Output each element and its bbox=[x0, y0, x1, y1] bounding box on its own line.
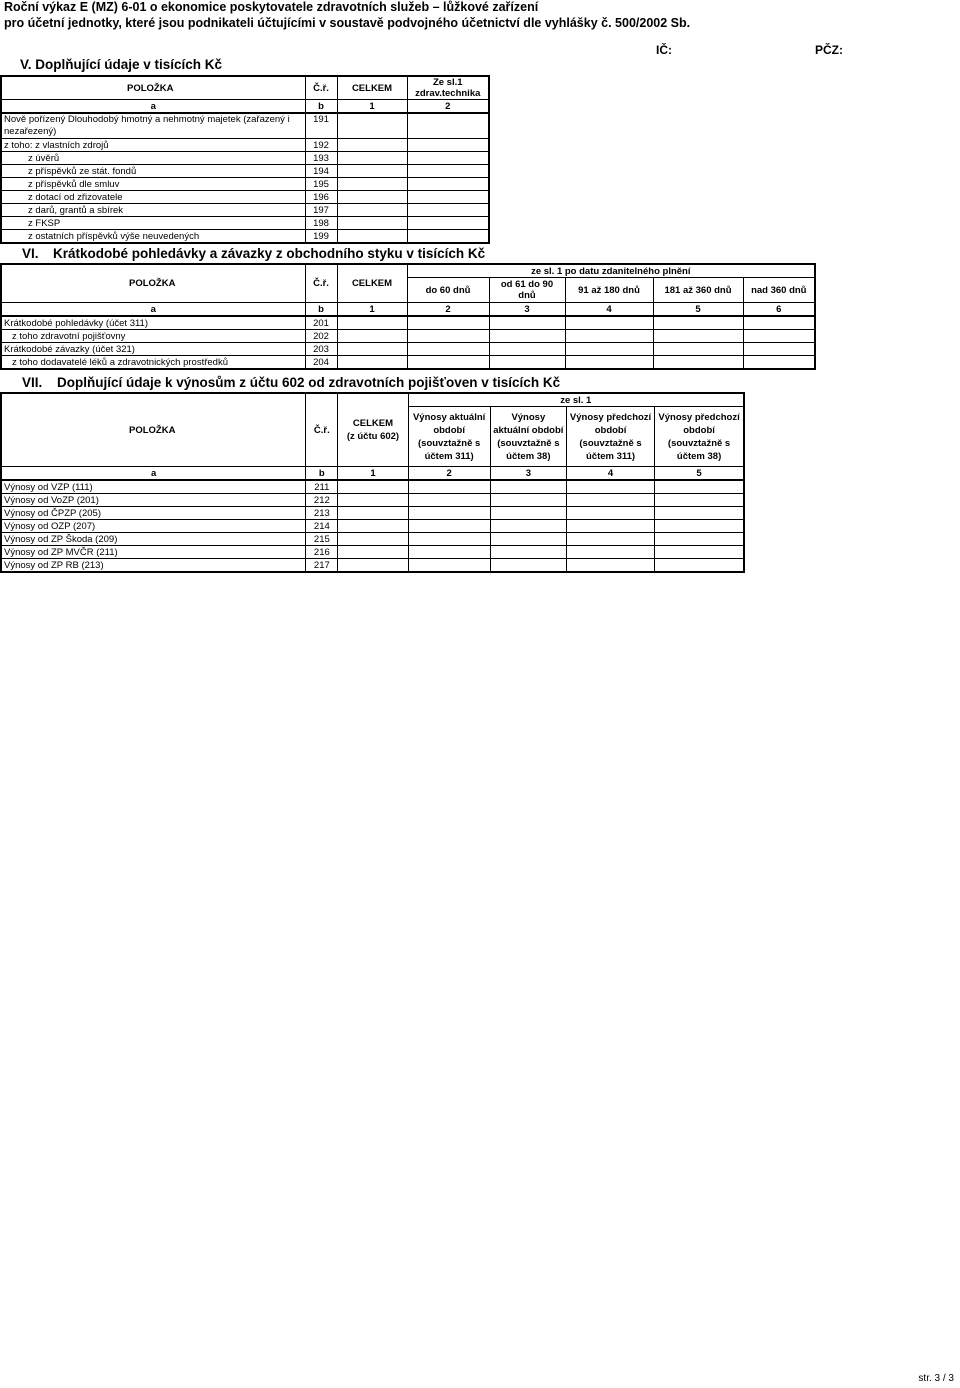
table-row-cr: 195 bbox=[305, 178, 337, 191]
table-cell-input[interactable] bbox=[338, 520, 408, 533]
table-cell-input[interactable] bbox=[655, 546, 744, 559]
table-cell-input[interactable] bbox=[566, 546, 654, 559]
table-cell-input[interactable] bbox=[743, 330, 815, 343]
table-cell-input[interactable] bbox=[566, 507, 654, 520]
col-header-vynosy-akt-38 bbox=[490, 407, 566, 467]
table-row-label: z ostatních příspěvků výše neuvedených bbox=[1, 230, 305, 244]
table-cell-input[interactable] bbox=[490, 520, 566, 533]
col-header-vynosy-akt-311 bbox=[408, 407, 490, 467]
table-cell-input[interactable] bbox=[337, 356, 407, 370]
col-header-extra-line1: Ze sl.1 bbox=[432, 77, 463, 88]
col-label: 3 bbox=[490, 467, 566, 481]
header-line: účtem 311) bbox=[424, 450, 474, 462]
table-row-cr: 196 bbox=[305, 191, 337, 204]
table-cell-input[interactable] bbox=[566, 533, 654, 546]
table-row-label: Výnosy od VoZP (201) bbox=[1, 494, 306, 507]
col-header-celkem-line2: (z účtu 602) bbox=[346, 431, 400, 442]
table-row-label: z toho dodavatelé léků a zdravotnických prostředků bbox=[1, 356, 305, 370]
col-header-polozka: POLOŽKA bbox=[1, 393, 306, 467]
col-label: 2 bbox=[407, 100, 489, 114]
table-cell-input[interactable] bbox=[407, 165, 489, 178]
table-cell-input[interactable] bbox=[489, 343, 565, 356]
col-label: 1 bbox=[337, 303, 407, 317]
table-cell-input[interactable] bbox=[653, 343, 743, 356]
header-line: Výnosy aktuální bbox=[412, 411, 486, 423]
table-row-cr: 204 bbox=[305, 356, 337, 370]
table-row-label: z úvěrů bbox=[1, 152, 305, 165]
header-line: období bbox=[683, 424, 715, 436]
table-cell-input[interactable] bbox=[743, 316, 815, 330]
col-header-cr: Č.ř. bbox=[306, 393, 338, 467]
table-cell-input[interactable] bbox=[566, 480, 654, 494]
header-line: (souvztažně s bbox=[579, 437, 642, 449]
header-line: účtem 38) bbox=[506, 450, 551, 462]
col-label: b bbox=[306, 467, 338, 481]
col-label: 4 bbox=[566, 467, 654, 481]
section7-title: Doplňující údaje k výnosům z účtu 602 od zdravotních pojišťoven v tisících Kč bbox=[57, 375, 561, 390]
table-cell-input[interactable] bbox=[408, 520, 490, 533]
table-row-label: z příspěvků ze stát. fondů bbox=[1, 165, 305, 178]
table-cell-input[interactable] bbox=[407, 343, 489, 356]
table-row-label: Výnosy od ZP MVČR (211) bbox=[1, 546, 306, 559]
table-cell-input[interactable] bbox=[338, 480, 408, 494]
header-line: (souvztažně s bbox=[667, 437, 731, 449]
table-cell-input[interactable] bbox=[407, 356, 489, 370]
table-cell-input[interactable] bbox=[490, 533, 566, 546]
table-cell-input[interactable] bbox=[337, 152, 407, 165]
table-cell-input[interactable] bbox=[337, 178, 407, 191]
table-cell-input[interactable] bbox=[565, 316, 653, 330]
table-cell-input[interactable] bbox=[337, 230, 407, 244]
table-row-label: z toho: z vlastních zdrojů bbox=[1, 139, 305, 152]
table-cell-input[interactable] bbox=[565, 330, 653, 343]
table-cell-input[interactable] bbox=[743, 343, 815, 356]
table-row-cr: 192 bbox=[305, 139, 337, 152]
table-row-cr: 217 bbox=[306, 559, 338, 573]
table-cell-input[interactable] bbox=[566, 494, 654, 507]
section6-number: VI. bbox=[22, 246, 39, 261]
col-header-91-180: 91 až 180 dnů bbox=[565, 278, 653, 303]
table-row-label: Výnosy od ZP RB (213) bbox=[1, 559, 306, 573]
header-line: účtem 38) bbox=[676, 450, 722, 462]
header-line: Výnosy bbox=[511, 411, 546, 423]
table-cell-input[interactable] bbox=[337, 343, 407, 356]
col-label: a bbox=[1, 467, 306, 481]
table-cell-input[interactable] bbox=[489, 330, 565, 343]
table-cell-input[interactable] bbox=[337, 204, 407, 217]
col-header-celkem-line1: CELKEM bbox=[352, 418, 394, 429]
table-cell-input[interactable] bbox=[337, 217, 407, 230]
table-row-cr: 211 bbox=[306, 480, 338, 494]
section7-number: VII. bbox=[22, 375, 43, 390]
col-header-celkem: CELKEM bbox=[337, 76, 407, 100]
col-header-cr: Č.ř. bbox=[305, 76, 337, 100]
col-header-181-360: 181 až 360 dnů bbox=[653, 278, 743, 303]
table-cell-input[interactable] bbox=[655, 507, 744, 520]
header-line: Výnosy předchozí bbox=[569, 411, 652, 423]
table-cell-input[interactable] bbox=[407, 230, 489, 244]
col-label: 6 bbox=[743, 303, 815, 317]
col-header-cr: Č.ř. bbox=[305, 264, 337, 303]
header-line: účtem 311) bbox=[585, 450, 636, 462]
table-cell-input[interactable] bbox=[337, 330, 407, 343]
table-row-cr: 215 bbox=[306, 533, 338, 546]
table-cell-input[interactable] bbox=[337, 113, 407, 139]
table-cell-input[interactable] bbox=[407, 217, 489, 230]
col-label: a bbox=[1, 100, 305, 114]
table-cell-input[interactable] bbox=[407, 191, 489, 204]
table-row-cr: 216 bbox=[306, 546, 338, 559]
col-label: b bbox=[305, 303, 337, 317]
pcz-label: PČZ: bbox=[815, 43, 843, 57]
table-row-label: Nově pořízený Dlouhodobý hmotný a nehmotný majetek (zařazený i nezařezený) bbox=[1, 113, 305, 139]
table-cell-input[interactable] bbox=[407, 178, 489, 191]
table-row-cr: 199 bbox=[305, 230, 337, 244]
table-cell-input[interactable] bbox=[489, 316, 565, 330]
col-header-celkem bbox=[338, 393, 408, 467]
section5-table bbox=[0, 75, 490, 244]
col-header-do-60: do 60 dnů bbox=[407, 278, 489, 303]
col-header-group: ze sl. 1 bbox=[408, 393, 744, 407]
table-cell-input[interactable] bbox=[655, 559, 744, 573]
table-cell-input[interactable] bbox=[490, 559, 566, 573]
table-row-label: Krátkodobé závazky (účet 321) bbox=[1, 343, 305, 356]
table-cell-input[interactable] bbox=[338, 546, 408, 559]
table-cell-input[interactable] bbox=[565, 356, 653, 370]
col-header-zdrav-technika bbox=[407, 76, 489, 100]
table-cell-input[interactable] bbox=[337, 191, 407, 204]
col-header-vynosy-pred-38 bbox=[655, 407, 744, 467]
table-cell-input[interactable] bbox=[408, 494, 490, 507]
col-label: 2 bbox=[407, 303, 489, 317]
table-cell-input[interactable] bbox=[490, 480, 566, 494]
col-header-extra-line2: zdrav.technika bbox=[415, 88, 481, 99]
col-header-celkem: CELKEM bbox=[337, 264, 407, 303]
table-row-label: Výnosy od OZP (207) bbox=[1, 520, 306, 533]
section6-title: Krátkodobé pohledávky a závazky z obchodního styku v tisících Kč bbox=[53, 246, 486, 261]
table-cell-input[interactable] bbox=[566, 559, 654, 573]
page-number: str. 3 / 3 bbox=[918, 1373, 954, 1384]
report-title-line2: pro účetní jednotky, které jsou podnikateli účtujícími v soustavě podvojného účetnictví dle vyhlášky č. 500/2002 Sb. bbox=[4, 16, 691, 30]
header-line: Výnosy předchozí bbox=[658, 411, 740, 423]
table-row-label: Výnosy od VZP (111) bbox=[1, 480, 306, 494]
table-row-cr: 193 bbox=[305, 152, 337, 165]
table-row-label: z dotací od zřizovatele bbox=[1, 191, 305, 204]
col-header-polozka: POLOŽKA bbox=[1, 76, 305, 100]
table-cell-input[interactable] bbox=[338, 494, 408, 507]
table-row-label: z FKSP bbox=[1, 217, 305, 230]
table-cell-input[interactable] bbox=[653, 330, 743, 343]
col-label: a bbox=[1, 303, 305, 317]
table-cell-input[interactable] bbox=[655, 533, 744, 546]
table-cell-input[interactable] bbox=[490, 494, 566, 507]
table-cell-input[interactable] bbox=[408, 559, 490, 573]
table-cell-input[interactable] bbox=[743, 356, 815, 370]
table-cell-input[interactable] bbox=[338, 507, 408, 520]
table-row-cr: 197 bbox=[305, 204, 337, 217]
table-cell-input[interactable] bbox=[407, 316, 489, 330]
table-cell-input[interactable] bbox=[407, 204, 489, 217]
col-header-polozka: POLOŽKA bbox=[1, 264, 305, 303]
table-cell-input[interactable] bbox=[566, 520, 654, 533]
table-row-cr: 213 bbox=[306, 507, 338, 520]
header-line: (souvztažně s bbox=[418, 437, 481, 449]
table-cell-input[interactable] bbox=[407, 113, 489, 139]
table-cell-input[interactable] bbox=[408, 546, 490, 559]
table-row-cr: 198 bbox=[305, 217, 337, 230]
table-cell-input[interactable] bbox=[653, 356, 743, 370]
table-cell-input[interactable] bbox=[655, 520, 744, 533]
table-cell-input[interactable] bbox=[653, 316, 743, 330]
table-row-label: z toho zdravotní pojišťovny bbox=[1, 330, 305, 343]
table-cell-input[interactable] bbox=[338, 559, 408, 573]
header-line: období bbox=[594, 424, 627, 436]
table-cell-input[interactable] bbox=[490, 507, 566, 520]
table-cell-input[interactable] bbox=[489, 356, 565, 370]
report-title-line1: Roční výkaz E (MZ) 6-01 o ekonomice poskytovatele zdravotních služeb – lůžkové zařízení bbox=[4, 0, 539, 14]
table-row-cr: 214 bbox=[306, 520, 338, 533]
col-header-group: ze sl. 1 po datu zdanitelného plnění bbox=[407, 264, 815, 278]
col-label: 3 bbox=[489, 303, 565, 317]
col-label: 5 bbox=[655, 467, 744, 481]
table-cell-input[interactable] bbox=[565, 343, 653, 356]
table-cell-input[interactable] bbox=[337, 165, 407, 178]
header-line: období bbox=[433, 424, 465, 436]
table-row-label: z darů, grantů a sbírek bbox=[1, 204, 305, 217]
header-line: aktuální období bbox=[493, 424, 564, 436]
col-label: 5 bbox=[653, 303, 743, 317]
table-cell-input[interactable] bbox=[338, 533, 408, 546]
section7-table bbox=[0, 392, 745, 573]
header-line: (souvztažně s bbox=[497, 437, 560, 449]
table-row-label: Krátkodobé pohledávky (účet 311) bbox=[1, 316, 305, 330]
table-row-cr: 191 bbox=[305, 113, 337, 139]
section5-title: V. Doplňující údaje v tisících Kč bbox=[20, 57, 223, 72]
table-cell-input[interactable] bbox=[337, 139, 407, 152]
table-row-cr: 212 bbox=[306, 494, 338, 507]
col-header-nad-360: nad 360 dnů bbox=[743, 278, 815, 303]
col-label: b bbox=[305, 100, 337, 114]
table-cell-input[interactable] bbox=[408, 480, 490, 494]
table-cell-input[interactable] bbox=[407, 330, 489, 343]
table-row-cr: 203 bbox=[305, 343, 337, 356]
table-row-label: Výnosy od ZP Škoda (209) bbox=[1, 533, 306, 546]
table-cell-input[interactable] bbox=[408, 533, 490, 546]
col-label: 1 bbox=[338, 467, 408, 481]
col-label: 1 bbox=[337, 100, 407, 114]
table-cell-input[interactable] bbox=[337, 316, 407, 330]
table-cell-input[interactable] bbox=[655, 494, 744, 507]
section6-table bbox=[0, 263, 816, 370]
table-row-cr: 202 bbox=[305, 330, 337, 343]
table-row-cr: 194 bbox=[305, 165, 337, 178]
col-label: 2 bbox=[408, 467, 490, 481]
table-cell-input[interactable] bbox=[407, 139, 489, 152]
ic-label: IČ: bbox=[656, 43, 672, 57]
col-header-vynosy-pred-311 bbox=[566, 407, 654, 467]
table-row-cr: 201 bbox=[305, 316, 337, 330]
table-cell-input[interactable] bbox=[655, 480, 744, 494]
table-cell-input[interactable] bbox=[407, 152, 489, 165]
col-label: 4 bbox=[565, 303, 653, 317]
table-cell-input[interactable] bbox=[408, 507, 490, 520]
col-header-61-90: od 61 do 90 dnů bbox=[489, 278, 565, 303]
table-row-label: Výnosy od ČPZP (205) bbox=[1, 507, 306, 520]
table-row-label: z příspěvků dle smluv bbox=[1, 178, 305, 191]
table-cell-input[interactable] bbox=[490, 546, 566, 559]
